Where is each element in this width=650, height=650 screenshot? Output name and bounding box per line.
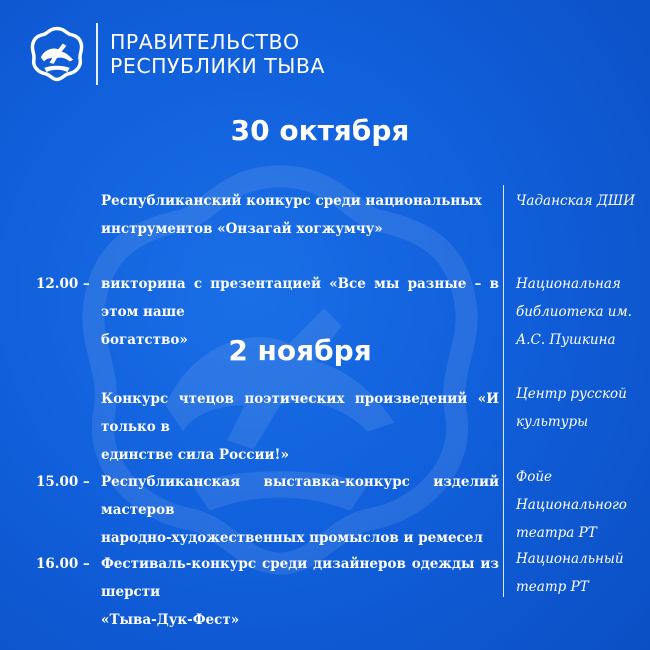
event-place: Чаданская ДШИ xyxy=(516,193,636,209)
tuva-emblem-icon xyxy=(28,25,86,83)
event-line: богатство» xyxy=(101,332,188,348)
event-description xyxy=(101,550,499,634)
event-line: Конкурс чтецов поэтических произведений «И только в xyxy=(101,391,499,435)
event-time: 15.00 – xyxy=(36,474,90,490)
event-line: народно-художественных промыслов и ремесел xyxy=(101,530,483,546)
header xyxy=(28,22,325,86)
event-place: Центр русской культуры xyxy=(516,386,627,430)
event-line: викторина с презентацией «Все мы разные – в этом наше xyxy=(101,276,499,320)
organization-name xyxy=(110,30,325,78)
event-line: Фестиваль-конкурс среди дизайнеров одежды из шерсти xyxy=(101,556,499,600)
event-time: 16.00 – xyxy=(36,556,90,572)
event-place: Национальная библиотека им. А.С. Пушкина xyxy=(516,276,632,348)
header-divider xyxy=(96,23,98,85)
event-description xyxy=(101,468,499,552)
event-line: Республиканский конкурс среди национальных xyxy=(101,193,482,209)
org-line-1: ПРАВИТЕЛЬСТВО xyxy=(110,30,300,54)
event-line: инструментов «Онзагай хогжумчу» xyxy=(101,221,383,237)
event-line: единстве сила России!» xyxy=(101,447,289,463)
column-divider xyxy=(503,185,504,597)
event-time: 12.00 – xyxy=(36,276,90,292)
event-description xyxy=(101,270,499,354)
event-description xyxy=(101,187,499,243)
event-line: «Тыва-Дук-Фест» xyxy=(101,612,240,628)
event-description xyxy=(101,385,499,469)
org-line-2: РЕСПУБЛИКИ ТЫВА xyxy=(110,54,325,78)
event-place: Национальный театр РТ xyxy=(516,551,624,595)
day-title: 2 ноября xyxy=(228,334,372,367)
day-title: 30 октября xyxy=(230,114,410,147)
event-place: Фойе Национального театра РТ xyxy=(516,469,627,541)
event-line: Республиканская выставка-конкурс изделий мастеров xyxy=(101,474,499,518)
